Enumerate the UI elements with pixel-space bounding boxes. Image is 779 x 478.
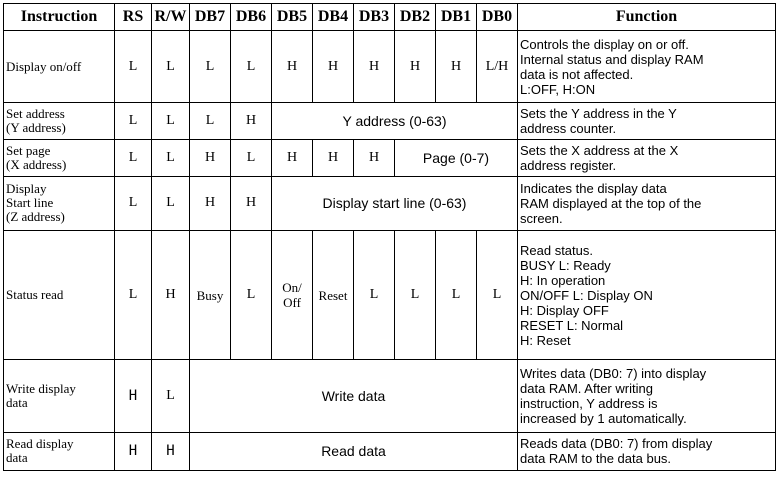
header-function: Function (518, 4, 776, 31)
header-db5: DB5 (272, 4, 313, 31)
cell-write-data-span: Write data (190, 360, 518, 432)
function-line: Sets the Y address in the Y (520, 106, 677, 122)
instruction-name (4, 360, 115, 432)
name-line: Set address (6, 106, 65, 122)
function-line: H: Reset (520, 332, 571, 348)
function-description (518, 432, 776, 470)
function-description (518, 139, 776, 176)
name-line: Start line (6, 195, 54, 211)
function-line: Internal status and display RAM (520, 51, 704, 67)
cell-db6: L (231, 230, 272, 359)
cell-rw: L (152, 31, 190, 103)
name-line: (Z address) (6, 209, 65, 225)
cell-rw: L (152, 360, 190, 432)
header-instruction: Instruction (4, 4, 115, 31)
function-line: RESET L: Normal (520, 317, 624, 333)
function-description (518, 103, 776, 139)
function-line: data RAM to the data bus. (520, 451, 672, 467)
function-line: Writes data (DB0: 7) into display (520, 365, 707, 381)
bit-line: Off (283, 295, 301, 310)
header-rw: R/W (152, 4, 190, 31)
cell-rs: L (115, 230, 152, 359)
cell-db1: L (436, 230, 477, 359)
function-line: Reads data (DB0: 7) from display (520, 436, 713, 452)
function-line: address counter. (520, 121, 617, 137)
header-db2: DB2 (395, 4, 436, 31)
header-db3: DB3 (354, 4, 395, 31)
function-line: Controls the display on or off. (520, 36, 689, 52)
function-line: Indicates the display data (520, 180, 667, 196)
cell-rs: H (115, 432, 152, 470)
header-db0: DB0 (477, 4, 518, 31)
cell-db6: H (231, 103, 272, 139)
cell-db0: L (477, 230, 518, 359)
header-rs: RS (115, 4, 152, 31)
cell-rs: H (115, 360, 152, 432)
name-line: Display (6, 181, 47, 197)
instruction-name (4, 103, 115, 139)
name-line: (X address) (6, 156, 67, 172)
instruction-name: Display on/off (4, 31, 115, 103)
function-line: BUSY L: Ready (520, 257, 611, 273)
cell-db7: Busy (190, 230, 231, 359)
cell-rw: H (152, 230, 190, 359)
name-line: Write display (6, 380, 76, 396)
cell-db4: H (313, 139, 354, 176)
instruction-name: Status read (4, 230, 115, 359)
name-line: Read display (6, 436, 74, 452)
cell-db6: L (231, 139, 272, 176)
function-line: RAM displayed at the top of the (520, 195, 702, 211)
function-line: H: In operation (520, 272, 606, 288)
row-status-read (4, 230, 776, 359)
cell-rs: L (115, 103, 152, 139)
bit-line: On/ (282, 280, 302, 295)
function-line: Sets the X address at the X (520, 142, 679, 158)
instruction-name (4, 176, 115, 230)
cell-rs: L (115, 176, 152, 230)
function-line: H: Display OFF (520, 302, 609, 318)
cell-db4: Reset (313, 230, 354, 359)
cell-db3: L (354, 230, 395, 359)
cell-rs: L (115, 139, 152, 176)
cell-db4: H (313, 31, 354, 103)
cell-db5: H (272, 139, 313, 176)
cell-rw: L (152, 139, 190, 176)
cell-db6: L (231, 31, 272, 103)
cell-start-line-span: Display start line (0-63) (272, 176, 518, 230)
cell-db7: H (190, 176, 231, 230)
function-description (518, 31, 776, 103)
function-line: L:OFF, H:ON (520, 81, 596, 97)
cell-db2: L (395, 230, 436, 359)
instruction-table (3, 3, 776, 471)
cell-db5: H (272, 31, 313, 103)
function-description (518, 176, 776, 230)
cell-db5 (272, 230, 313, 359)
header-db6: DB6 (231, 4, 272, 31)
row-display-onoff (4, 31, 776, 103)
row-display-start-line (4, 176, 776, 230)
cell-rw: L (152, 103, 190, 139)
row-set-page (4, 139, 776, 176)
name-line: data (6, 394, 28, 410)
header-db1: DB1 (436, 4, 477, 31)
instruction-name (4, 139, 115, 176)
header-db7: DB7 (190, 4, 231, 31)
function-line: ON/OFF L: Display ON (520, 287, 653, 303)
function-description (518, 360, 776, 432)
function-line: instruction, Y address is (520, 395, 658, 411)
cell-db3: H (354, 139, 395, 176)
row-set-address (4, 103, 776, 139)
cell-rw: L (152, 176, 190, 230)
cell-db1: H (436, 31, 477, 103)
instruction-name (4, 432, 115, 470)
row-write-display-data (4, 360, 776, 432)
cell-db7: H (190, 139, 231, 176)
function-line: increased by 1 automatically. (520, 410, 687, 426)
cell-db7: L (190, 103, 231, 139)
cell-page-span: Page (0-7) (395, 139, 518, 176)
function-line: data is not affected. (520, 66, 634, 82)
cell-db6: H (231, 176, 272, 230)
cell-y-address-span: Y address (0-63) (272, 103, 518, 139)
function-line: address register. (520, 157, 617, 173)
cell-rs: L (115, 31, 152, 103)
function-description (518, 230, 776, 359)
cell-db2: H (395, 31, 436, 103)
cell-db7: L (190, 31, 231, 103)
row-read-display-data (4, 432, 776, 470)
name-line: Set page (6, 142, 51, 158)
header-row (4, 4, 776, 31)
function-line: Read status. (520, 242, 593, 258)
name-line: data (6, 450, 28, 466)
cell-db0: L/H (477, 31, 518, 103)
cell-db3: H (354, 31, 395, 103)
cell-read-data-span: Read data (190, 432, 518, 470)
cell-rw: H (152, 432, 190, 470)
header-db4: DB4 (313, 4, 354, 31)
function-line: data RAM. After writing (520, 380, 653, 396)
name-line: (Y address) (6, 120, 66, 136)
function-line: screen. (520, 210, 563, 226)
